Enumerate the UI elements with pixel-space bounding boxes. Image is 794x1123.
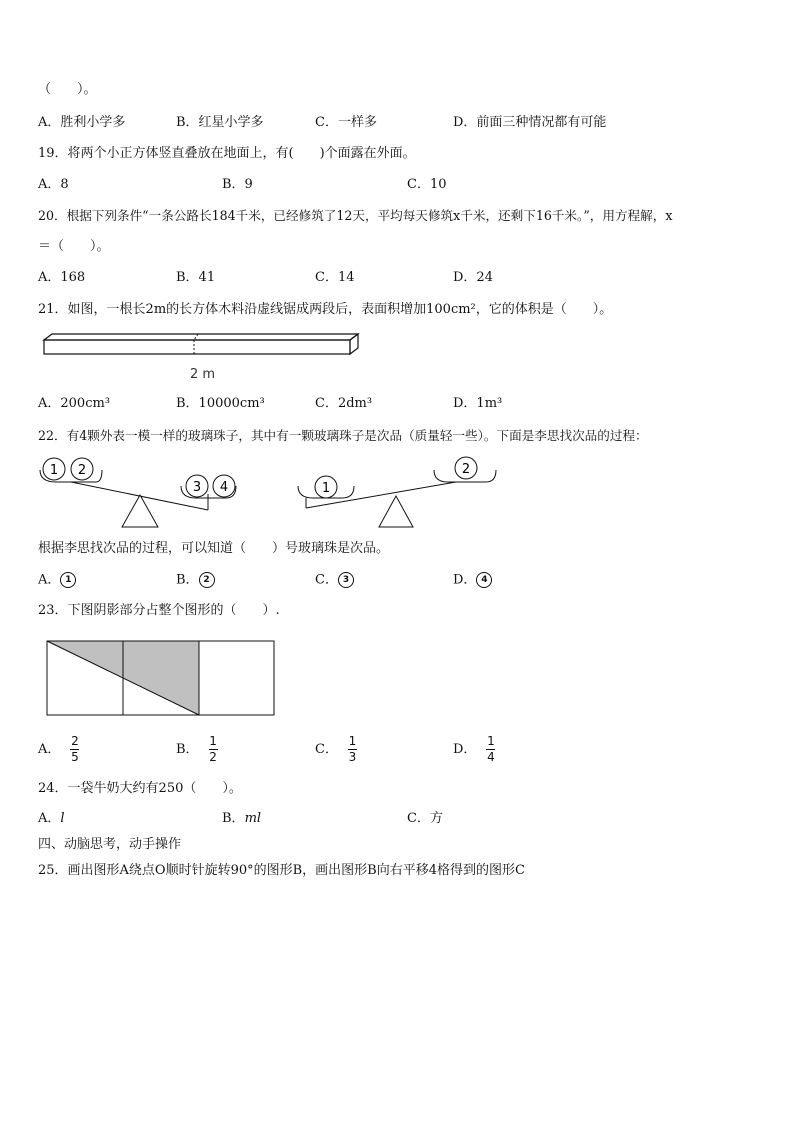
q19-option-b: B．9 <box>222 177 253 192</box>
bead-1-label: 1 <box>49 463 59 478</box>
q20-option-a: A．168 <box>38 270 86 285</box>
q19-option-a: A．8 <box>38 177 69 192</box>
q23-option-c: C． $\frac{1}{3}$ <box>315 734 357 764</box>
fulcrum-1 <box>122 495 158 527</box>
q20-question-line2: ＝（ ）。 <box>38 239 110 254</box>
q21-cut-line-top <box>194 334 198 340</box>
q20-option-d: D．24 <box>453 270 493 285</box>
q20-option-b: B．41 <box>176 270 216 285</box>
q23-option-b: B． $\frac{1}{2}$ <box>176 734 217 764</box>
q18-blank-line: （ ）。 <box>38 82 97 97</box>
q20-question-line1: 20．根据下列条件“一条公路长184千米，已经修筑了12天，平均每天修筑x千米，还剩下16千米。”，用方程解，x <box>38 208 673 223</box>
section-heading: 四、动脑思考，动手操作 <box>38 837 182 852</box>
q22-question: 22．有4颗外表一模一样的玻璃珠子，其中有一颗玻璃珠子是次品（质量轻一些）。下面是李思找次品的过程： <box>38 428 648 443</box>
q21-option-c: C．2dm³ <box>315 396 373 411</box>
q22-option-b: B． 2 <box>176 572 215 589</box>
q22-option-a: A． 1 <box>38 572 76 589</box>
q25-question: 25．画出图形A绕点O顺时针旋转90°的图形B，画出图形B向右平移4格得到的图形C <box>38 863 525 878</box>
q23-option-a: A． $\frac{2}{5}$ <box>38 734 79 764</box>
circled-number: 3 <box>338 572 354 588</box>
circled-number: 2 <box>199 572 215 588</box>
q23-question: 23．下图阴影部分占整个图形的（ ）. <box>38 603 280 618</box>
q23-shaded-figure <box>45 639 277 717</box>
q18-option-c: C．一样多 <box>315 115 377 130</box>
q22-option-c: C． 3 <box>315 572 354 589</box>
circled-number: 1 <box>60 572 76 588</box>
q18-option-b: B．红星小学多 <box>176 115 264 130</box>
balance-2 <box>298 457 496 527</box>
q21-option-d: D．1m³ <box>453 396 503 411</box>
bead-2b-label: 2 <box>461 462 471 477</box>
q19-option-c: C．10 <box>407 177 447 192</box>
bead-3-label: 3 <box>192 480 202 495</box>
q22-balance-figure <box>36 452 506 532</box>
balance-1 <box>40 458 236 527</box>
q20-option-c: C．14 <box>315 270 355 285</box>
q21-question: 21．如图，一根长2m的长方体木料沿虚线锯成两段后，表面积增加100cm²，它的体积是（ ）。 <box>38 302 613 317</box>
q18-option-d: D．前面三种情况都有可能 <box>453 115 607 130</box>
q19-question: 19．将两个小正方体竖直叠放在地面上，有( )个面露在外面。 <box>38 146 416 161</box>
q21-length-label: 2 m <box>190 367 216 382</box>
q18-option-a: A．胜利小学多 <box>38 115 126 130</box>
q22-option-d: D． 4 <box>453 572 492 589</box>
q24-question: 24．一袋牛奶大约有250（ ）。 <box>38 781 242 796</box>
q23-option-d: D． $\frac{1}{4}$ <box>453 734 495 764</box>
bead-1b-label: 1 <box>321 481 331 496</box>
q21-option-b: B．10000cm³ <box>176 396 265 411</box>
bead-2-label: 2 <box>77 463 87 478</box>
q24-option-b: B．ml <box>222 811 262 826</box>
q22-conclusion: 根据李思找次品的过程，可以知道（ ）号玻璃珠是次品。 <box>38 541 390 556</box>
q24-option-a: A．l <box>38 811 65 826</box>
q21-wood-figure <box>40 330 370 386</box>
bead-4-label: 4 <box>219 480 229 495</box>
circled-number: 4 <box>476 572 492 588</box>
q21-option-a: A．200cm³ <box>38 396 111 411</box>
fulcrum-2 <box>379 496 413 527</box>
q24-option-c: C．方 <box>407 811 443 826</box>
